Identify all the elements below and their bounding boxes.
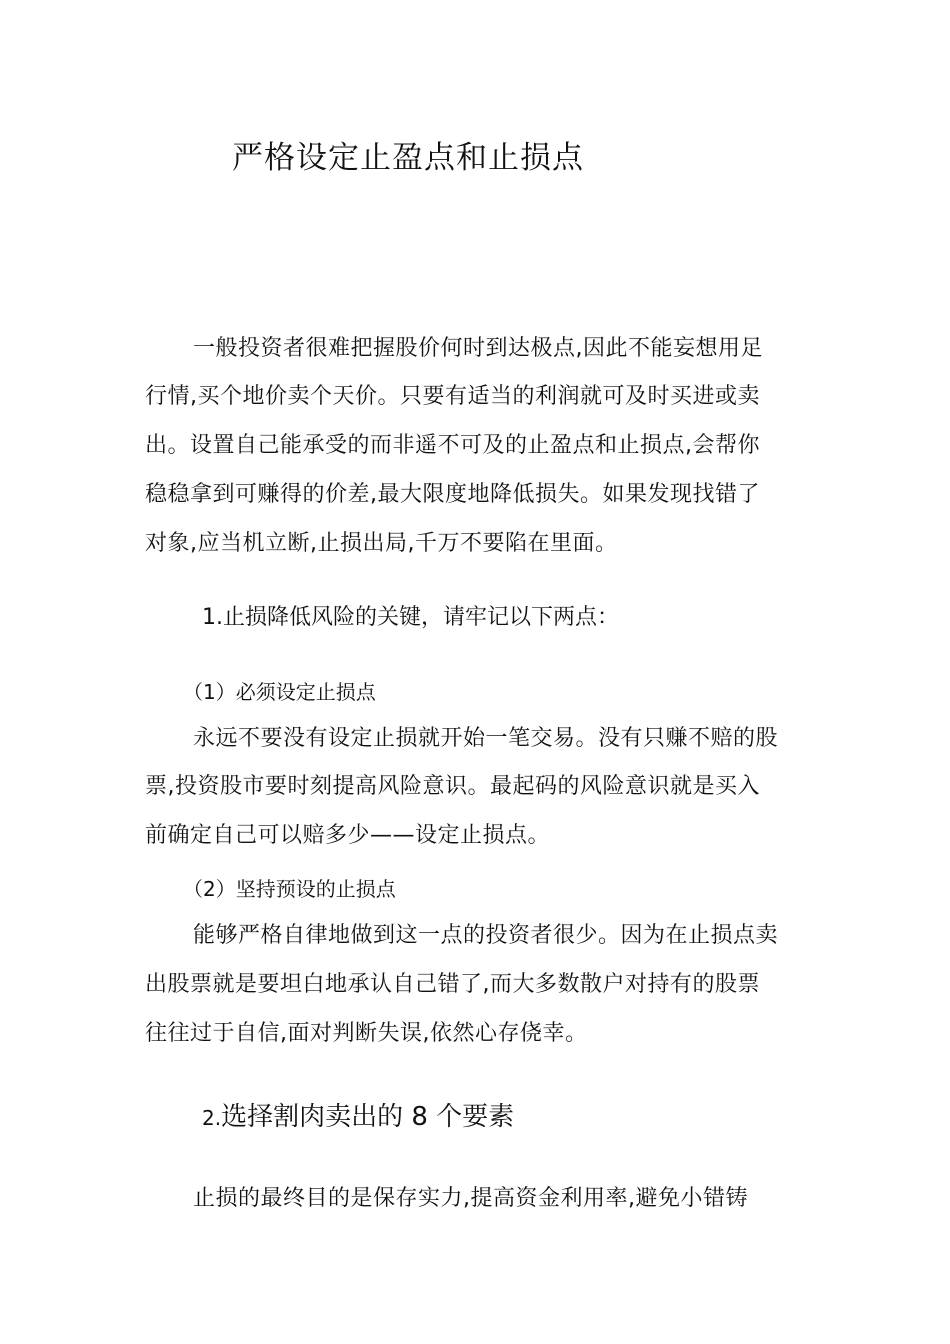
intro-line: 出。设置自己能承受的而非遥不可及的止盈点和止损点,会帮你 [145,433,760,458]
section-2-line: 止损的最终目的是保存实力,提高资金利用率,避免小错铸 [193,1186,748,1211]
point-1-label: （1）必须设定止损点 [183,680,376,704]
intro-line: 稳稳拿到可赚得的价差,最大限度地降低损失。如果发现找错了 [145,482,760,507]
point-1-line: 永远不要没有设定止损就开始一笔交易。没有只赚不赔的股 [193,726,779,751]
point-2-line: 出股票就是要坦白地承认自己错了,而大多数散户对持有的股票 [145,972,760,997]
section-2-title: 选择割肉卖出的 8 个要素 [221,1102,515,1132]
section-2-number: 2. [202,1106,222,1130]
page-title: 严格设定止盈点和止损点 [232,140,584,176]
section-2-heading [202,1096,514,1133]
point-1-line: 前确定自己可以赔多少——设定止损点。 [145,823,551,848]
intro-line: 对象,应当机立断,止损出局,千万不要陷在里面。 [145,531,618,556]
point-1-line: 票,投资股市要时刻提高风险意识。最起码的风险意识就是买入 [145,774,760,799]
point-2-line: 往往过于自信,面对判断失误,依然心存侥幸。 [145,1021,588,1046]
intro-line: 行情,买个地价卖个天价。只要有适当的利润就可及时买进或卖 [145,384,760,409]
point-2-line: 能够严格自律地做到这一点的投资者很少。因为在止损点卖 [193,923,779,948]
section-1-heading: 1.止损降低风险的关键，请牢记以下两点： [202,605,619,630]
intro-line: 一般投资者很难把握股价何时到达极点,因此不能妄想用足 [193,336,763,361]
point-2-label: （2）坚持预设的止损点 [183,877,396,901]
